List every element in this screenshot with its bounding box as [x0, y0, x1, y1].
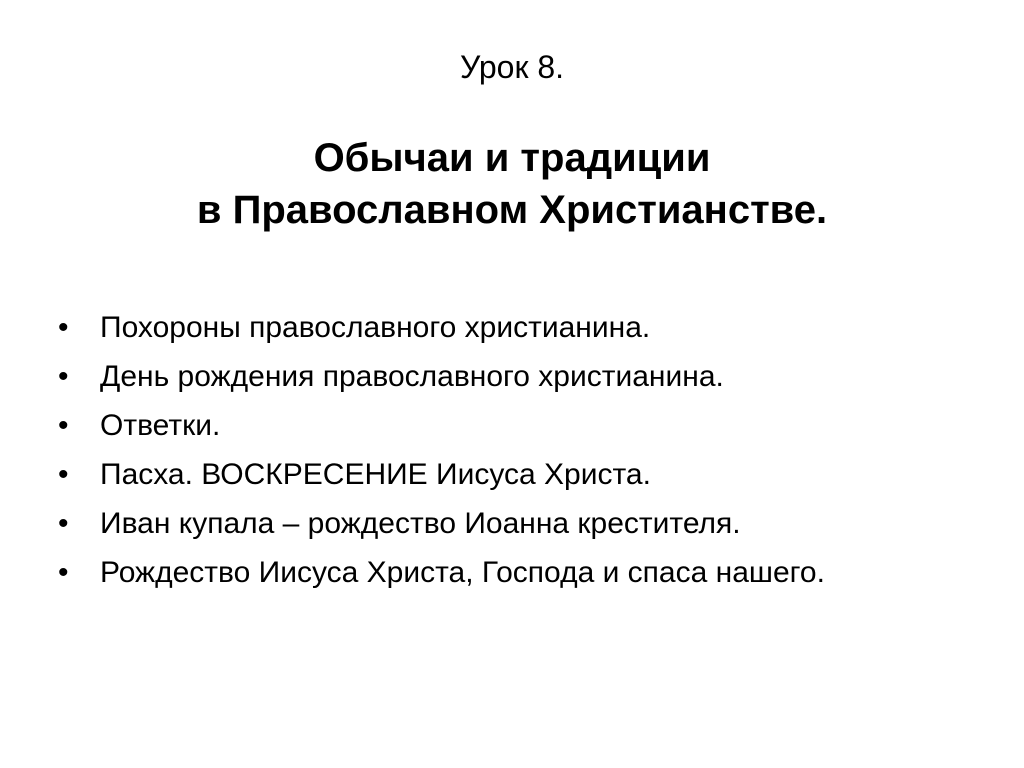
bullet-item-easter — [58, 451, 998, 499]
bullet-item-otvetki — [58, 402, 998, 450]
bullet-item-funeral — [58, 304, 998, 352]
slide-title — [0, 132, 1024, 236]
bullet-icon: • — [58, 556, 69, 589]
slide-title-line-1: Обычаи и традиции — [313, 136, 711, 180]
bullet-icon: • — [58, 409, 69, 442]
bullet-text: Иван купала – рождество Иоанна крестителя. — [100, 507, 741, 540]
bullet-item-christmas — [58, 549, 998, 597]
bullet-text: Пасха. ВОСКРЕСЕНИЕ Иисуса Христа. — [100, 458, 651, 491]
bullet-icon: • — [58, 360, 69, 393]
bullet-text: Рождество Иисуса Христа, Господа и спаса нашего. — [100, 556, 825, 589]
bullet-item-birthday — [58, 353, 998, 401]
bullet-text: Похороны православного христианина. — [100, 311, 651, 344]
bullet-item-ivan-kupala — [58, 500, 998, 548]
bullet-list — [58, 304, 998, 598]
bullet-text: Ответки. — [100, 409, 221, 442]
bullet-icon: • — [58, 458, 69, 491]
lesson-label: Урок 8. — [459, 49, 565, 85]
bullet-icon: • — [58, 311, 69, 344]
bullet-text: День рождения православного христианина. — [100, 360, 724, 393]
slide-title-line-2: в Православном Христианстве. — [196, 188, 828, 232]
bullet-icon: • — [58, 507, 69, 540]
